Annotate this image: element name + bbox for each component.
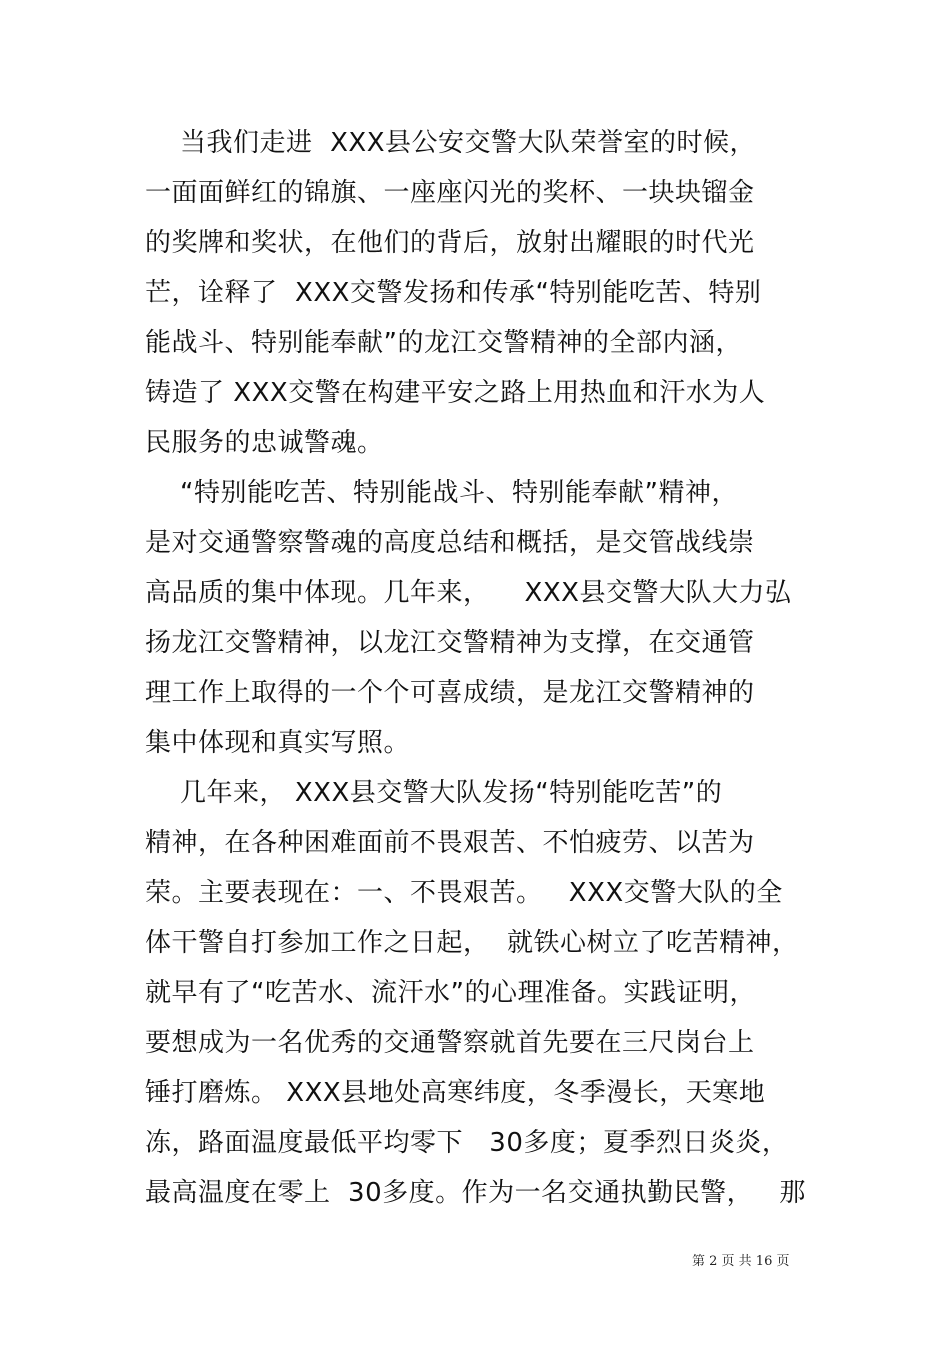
text-line: 扬龙江交警精神，以龙江交警精神为支撑，在交通管: [145, 628, 755, 658]
text-line: 能战斗、特别能奉献”的龙江交警精神的全部内涵，: [145, 328, 742, 358]
text-line: 的奖牌和奖状，在他们的背后，放射出耀眼的时代光: [145, 228, 755, 258]
text-line: 几年来， XXX县交警大队发扬“特别能吃苦”的: [145, 778, 723, 808]
text-line: “特别能吃苦、特别能战斗、特别能奉献”精神，: [145, 478, 738, 508]
text-line: 是对交通警察警魂的高度总结和概括，是交管战线崇: [145, 528, 755, 558]
page-number: 第 2 页 共 16 页: [692, 1254, 790, 1269]
text-line: 荣。主要表现在：一、不畏艰苦。 XXX交警大队的全: [145, 878, 783, 908]
text-line: 民服务的忠诚警魂。: [145, 428, 384, 458]
text-line: 理工作上取得的一个个可喜成绩，是龙江交警精神的: [145, 678, 755, 708]
text-line: 当我们走进 XXX县公安交警大队荣誉室的时候，: [145, 128, 757, 158]
text-line: 锤打磨炼。 XXX县地处高寒纬度，冬季漫长，天寒地: [145, 1078, 766, 1108]
text-line: 集中体现和真实写照。: [145, 728, 411, 758]
text-line: 最高温度在零上 30多度。作为一名交通执勤民警， 那: [145, 1178, 806, 1208]
text-line: 要想成为一名优秀的交通警察就首先要在三尺岗台上: [145, 1028, 755, 1058]
text-line: 就早有了“吃苦水、流汗水”的心理准备。实践证明，: [145, 978, 756, 1008]
text-line: 芒，诠释了 XXX交警发扬和传承“特别能吃苦、特别: [145, 278, 762, 308]
text-line: 一面面鲜红的锦旗、一座座闪光的奖杯、一块块镏金: [145, 178, 755, 208]
text-line: 精神，在各种困难面前不畏艰苦、不怕疲劳、以苦为: [145, 828, 755, 858]
text-line: 铸造了 XXX交警在构建平安之路上用热血和汗水为人: [145, 378, 766, 408]
text-line: 冻，路面温度最低平均零下 30多度；夏季烈日炎炎，: [145, 1128, 789, 1158]
text-line: 体干警自打参加工作之日起， 就铁心树立了吃苦精神，: [145, 928, 799, 958]
text-line: 高品质的集中体现。几年来， XXX县交警大队大力弘: [145, 578, 792, 608]
